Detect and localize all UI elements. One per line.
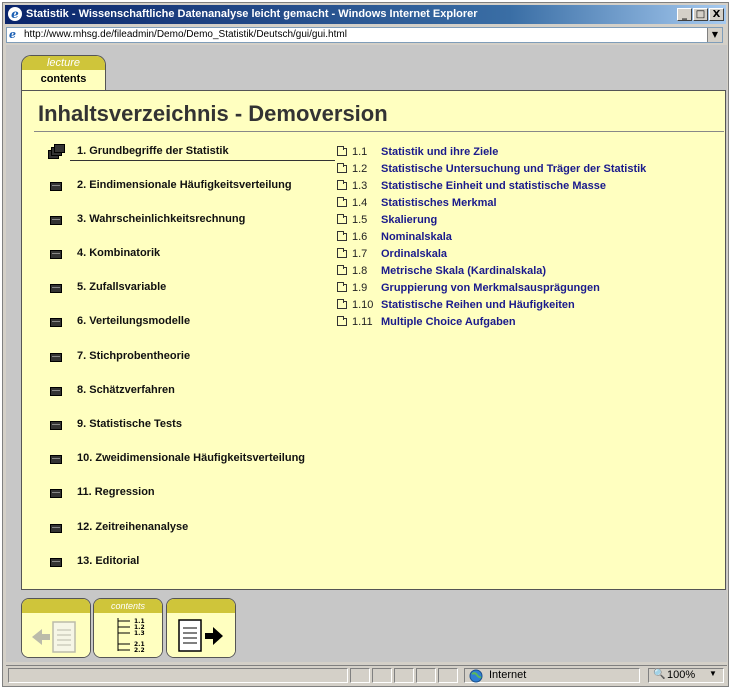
section-link[interactable]: Nominalskala [381, 231, 452, 243]
folder-icon [337, 318, 347, 326]
zone-cell [464, 668, 640, 683]
next-page-icon [167, 613, 235, 657]
section-number: 1.5 [352, 214, 368, 226]
section-link[interactable]: Metrische Skala (Kardinalskala) [381, 265, 547, 277]
toc-line: 2.2 [134, 647, 145, 654]
previous-page-button[interactable] [21, 598, 91, 658]
chapter-label[interactable]: 5. Zufallsvariable [77, 281, 167, 293]
section-number: 1.6 [352, 231, 368, 243]
section-link[interactable]: Gruppierung von Merkmalsausprägungen [381, 282, 600, 294]
section-number: 1.11 [352, 316, 373, 328]
zoom-level: 100% [667, 669, 696, 681]
status-text-cell [8, 668, 348, 683]
book-icon [50, 558, 62, 567]
book-icon [50, 524, 62, 533]
section-link[interactable]: Statistische Untersuchung und Träger der Statistik [381, 163, 647, 175]
maximize-button[interactable]: □ [693, 8, 708, 21]
ie-logo-icon: e [8, 7, 22, 21]
chapter-label[interactable]: 4. Kombinatorik [77, 247, 161, 259]
book-icon [50, 182, 62, 191]
window-title: Statistik - Wissenschaftliche Datenanalyse leicht gemacht - Windows Internet Explorer [26, 8, 478, 20]
folder-icon [337, 148, 347, 156]
section-link[interactable]: Skalierung [381, 214, 438, 226]
zoom-icon: 🔍 [653, 669, 666, 680]
section-link[interactable]: Statistische Einheit und statistische Masse [381, 180, 606, 192]
next-page-button[interactable] [166, 598, 236, 658]
active-chapter-underline [70, 160, 335, 161]
status-bar [6, 665, 727, 686]
tab-top-label: lecture [22, 56, 105, 70]
section-number: 1.3 [352, 180, 368, 192]
section-link[interactable]: Statistische Reihen und Häufigkeiten [381, 299, 575, 311]
book-icon [50, 250, 62, 259]
chapter-label[interactable]: 9. Statistische Tests [77, 418, 182, 430]
previous-page-icon [22, 613, 90, 657]
address-dropdown-button[interactable]: ▼ [707, 28, 722, 42]
section-link[interactable]: Multiple Choice Aufgaben [381, 316, 516, 328]
chapter-label[interactable]: 2. Eindimensionale Häufigkeitsverteilung [77, 179, 292, 191]
folder-icon [337, 233, 347, 241]
chapter-label[interactable]: 12. Zeitreihenanalyse [77, 521, 189, 533]
contents-panel [21, 90, 726, 590]
book-icon [50, 284, 62, 293]
toc-line: 1.3 [134, 630, 145, 637]
address-bar[interactable] [6, 27, 723, 43]
chapter-label[interactable]: 1. Grundbegriffe der Statistik [77, 145, 229, 157]
folder-icon [337, 216, 347, 224]
section-link[interactable]: Ordinalskala [381, 248, 448, 260]
table-of-contents-icon [94, 613, 162, 657]
section-number: 1.10 [352, 299, 374, 311]
toc-line: 1.2 [134, 624, 145, 631]
browser-window [2, 2, 729, 687]
chapter-label[interactable]: 8. Schätzverfahren [77, 384, 175, 396]
chevron-down-icon[interactable]: ▼ [709, 669, 717, 678]
section-number: 1.8 [352, 265, 368, 277]
folder-icon [337, 267, 347, 275]
book-icon [50, 216, 62, 225]
folder-icon [337, 199, 347, 207]
page-title: Inhaltsverzeichnis - Demoversion [38, 101, 388, 126]
folder-icon [337, 182, 347, 190]
book-icon [50, 421, 62, 430]
section-link[interactable]: Statistik und ihre Ziele [381, 146, 499, 158]
book-icon [50, 318, 62, 327]
section-link[interactable]: Statistisches Merkmal [381, 197, 497, 209]
chapter-label[interactable]: 10. Zweidimensionale Häufigkeitsverteilung [77, 452, 306, 464]
contents-nav-button[interactable] [93, 598, 163, 658]
contents-nav-label: contents [94, 599, 162, 613]
zoom-control[interactable] [648, 668, 724, 683]
chapter-label[interactable]: 13. Editorial [77, 555, 140, 567]
address-url[interactable]: http://www.mhsg.de/fileadmin/Demo/Demo_Statistik/Deutsch/gui/gui.html [24, 29, 347, 40]
chapter-label[interactable]: 11. Regression [77, 486, 155, 498]
folder-icon [337, 165, 347, 173]
chapter-label[interactable]: 6. Verteilungsmodelle [77, 315, 191, 327]
minimize-button[interactable]: _ [677, 8, 692, 21]
folder-icon [337, 301, 347, 309]
section-number: 1.9 [352, 282, 368, 294]
chapter-label[interactable]: 7. Stichprobentheorie [77, 350, 191, 362]
title-divider [34, 131, 724, 132]
toc-line: 1.1 [134, 618, 145, 625]
chapter-label[interactable]: 3. Wahrscheinlichkeitsrechnung [77, 213, 246, 225]
globe-icon [469, 669, 483, 683]
book-icon [50, 387, 62, 396]
section-number: 1.2 [352, 163, 368, 175]
book-icon [50, 353, 62, 362]
folder-icon [337, 250, 347, 258]
section-number: 1.4 [352, 197, 368, 209]
tab-contents[interactable] [21, 55, 106, 91]
page-content [6, 45, 727, 662]
page-icon: e [9, 28, 16, 41]
security-zone: Internet [489, 669, 527, 681]
title-bar[interactable] [5, 5, 726, 24]
book-icon [50, 489, 62, 498]
toc-line: 2.1 [134, 641, 145, 648]
section-number: 1.7 [352, 248, 368, 260]
tab-label: contents [40, 73, 87, 85]
section-number: 1.1 [352, 146, 368, 158]
open-book-icon [48, 145, 64, 159]
folder-icon [337, 284, 347, 292]
close-button[interactable]: X [709, 8, 724, 21]
book-icon [50, 455, 62, 464]
